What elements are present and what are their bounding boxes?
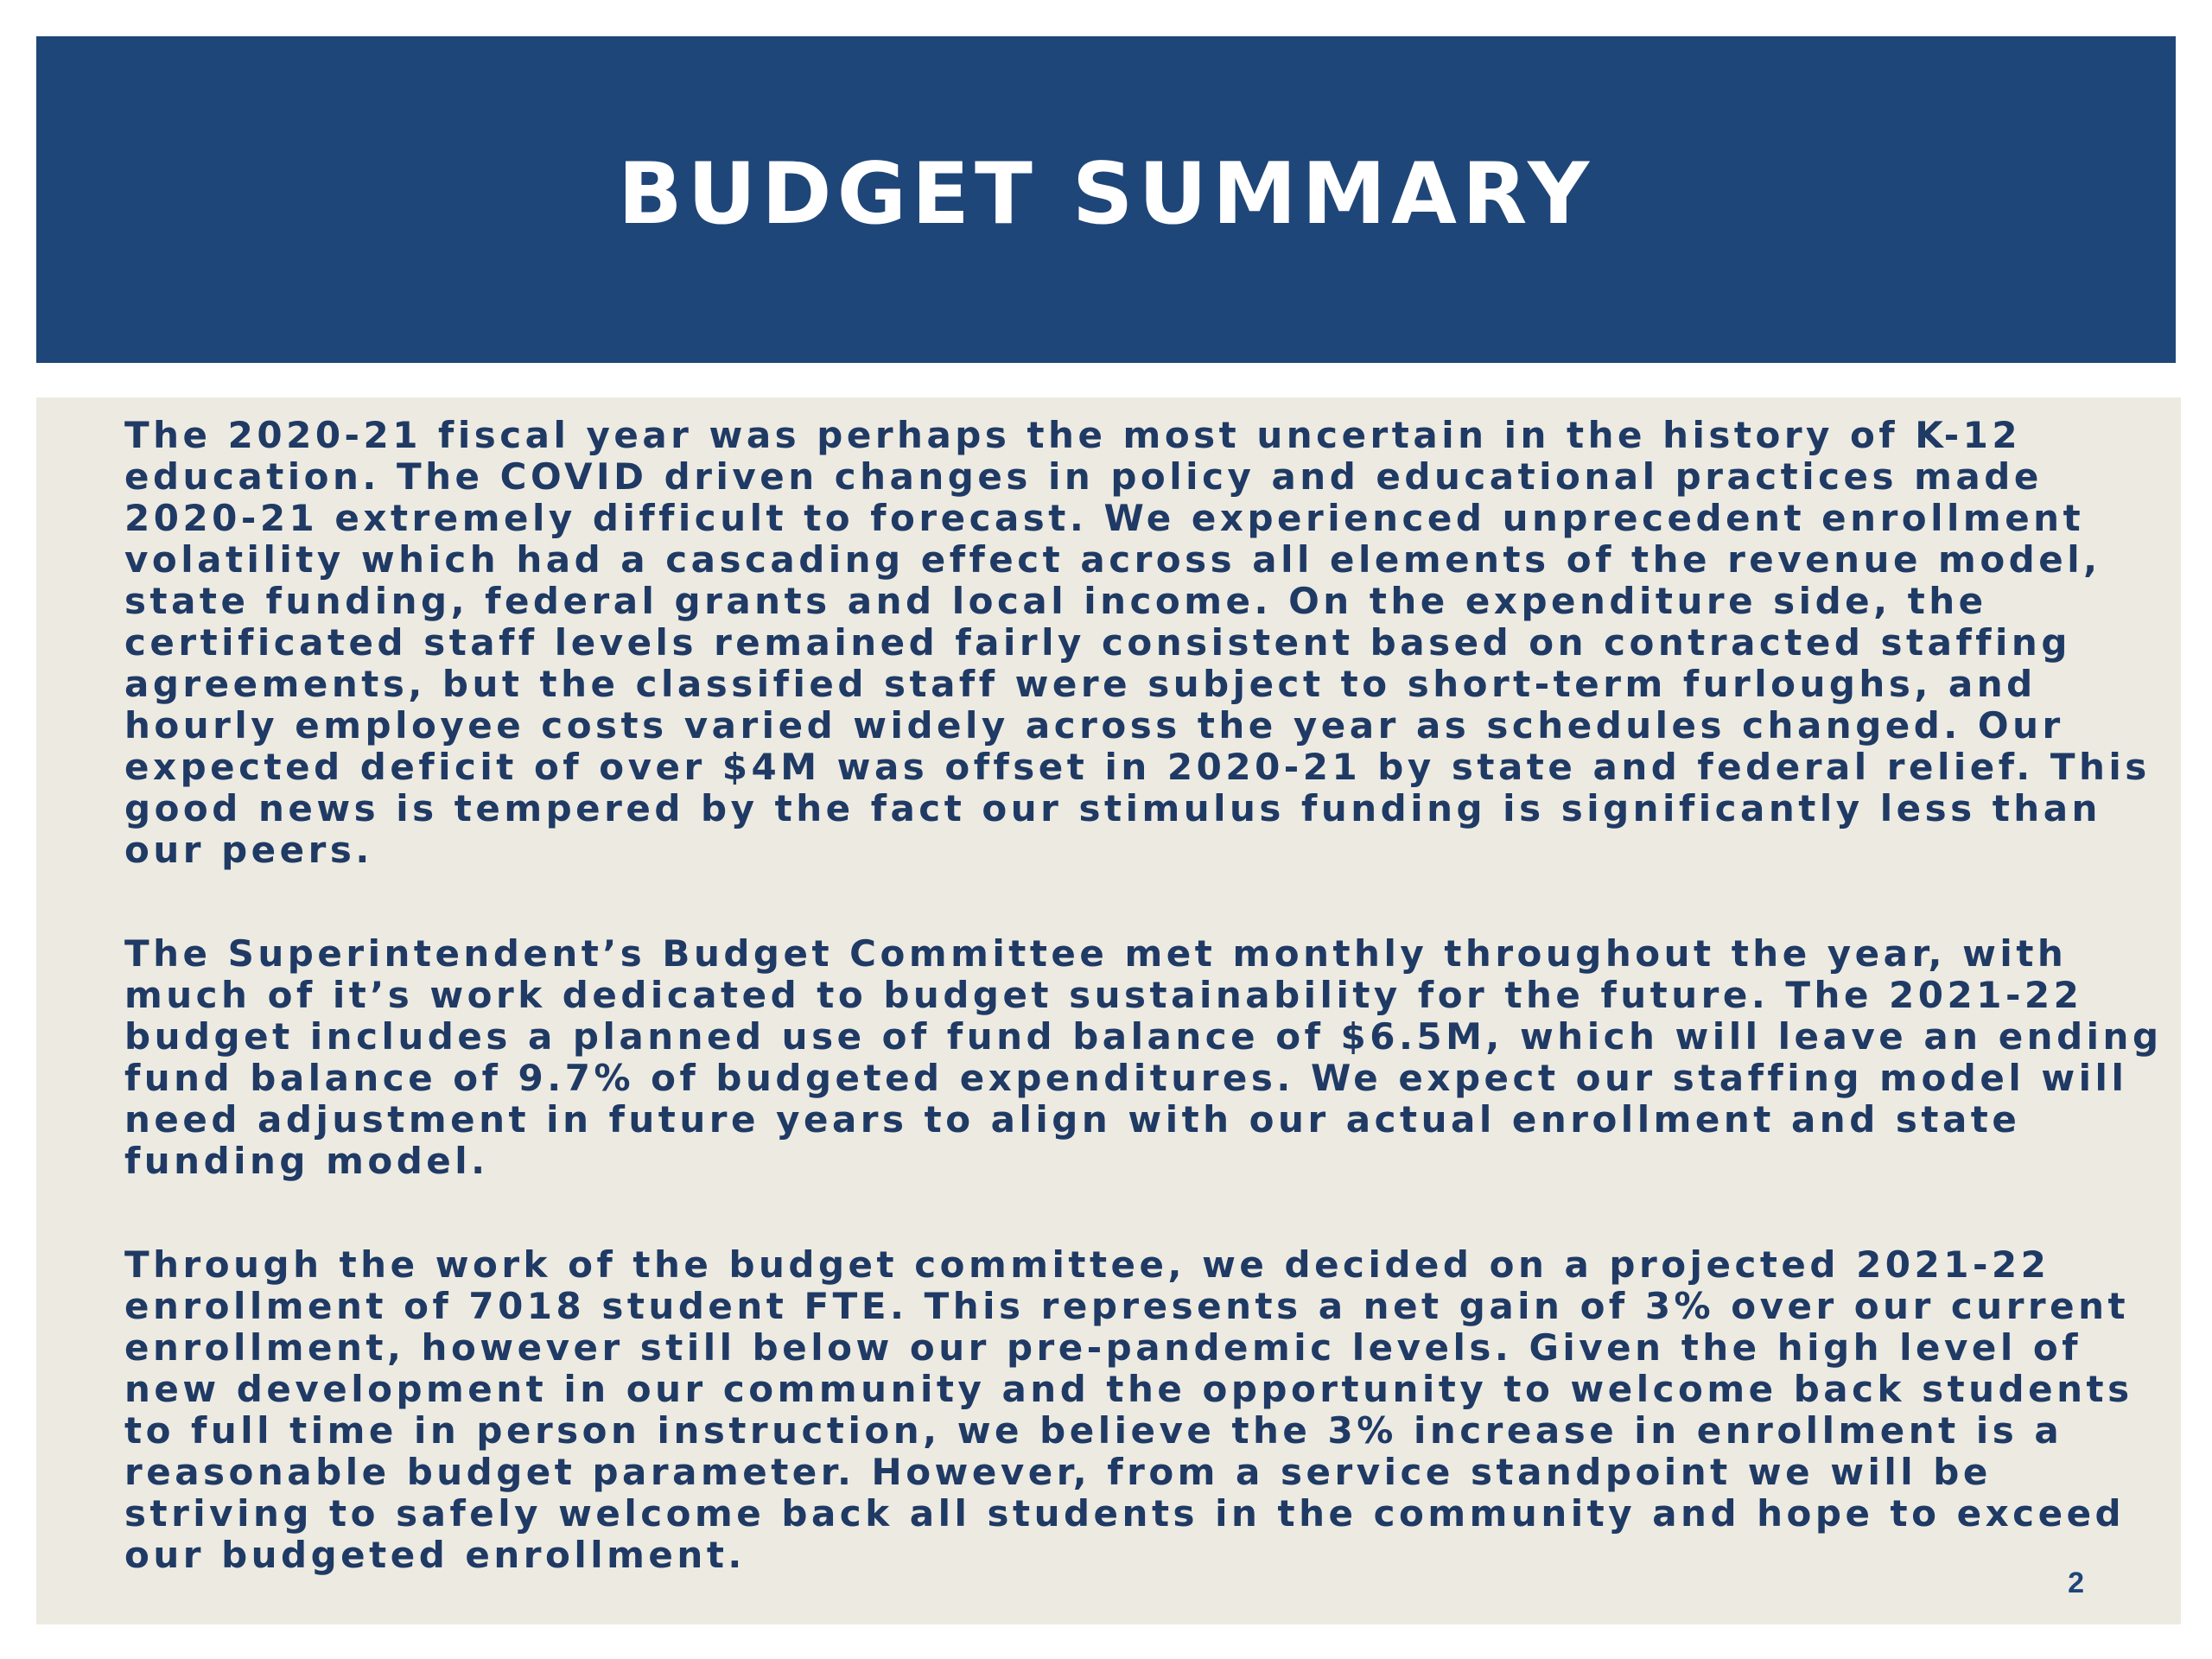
- paragraph-budget-committee: The Superintendent’s Budget Committee met monthly throughout the year, with much of it’s work dedicated to budget sustainability for the future. The 2021-22 budget includes a planned use of fund balance of $6.5M, which will leave an ending fund balance of 9.7% of budgeted expenditures. We expect our staffing model will need adjustment in future years to align with our actual enrollment and state funding model.: [124, 932, 2163, 1182]
- content-panel: [36, 397, 2181, 1624]
- paragraph-enrollment: Through the work of the budget committee, we decided on a projected 2021-22 enrollment of 7018 student FTE. This represents a net gain of 3% over our current enrollment, however still below our pre-pandemic levels. Given the high level of new development in our community and the opportunity to welcome back students to full time in person instruction, we believe the 3% increase in enrollment is a reasonable budget parameter. However, from a service standpoint we will be striving to safely welcome back all students in the community and hope to exceed our budgeted enrollment.: [124, 1243, 2133, 1576]
- page-number: 2: [2068, 1567, 2084, 1599]
- header-band: [36, 36, 2176, 363]
- body-text: [124, 415, 2164, 1638]
- paragraph-fiscal-year: The 2020-21 fiscal year was perhaps the most uncertain in the history of K-12 education. The COVID driven changes in policy and educational practices made 2020-21 extremely difficult to forecast. We experienced unprecedent enrollment volatility which had a cascading effect across all elements of the revenue model, state funding, federal grants and local income. On the expenditure side, the certificated staff levels remained fairly consistent based on contracted staffing agreements, but the classified staff were subject to short-term furloughs, and hourly employee costs varied widely across the year as schedules changed. Our expected deficit of over $4M was offset in 2020-21 by state and federal relief. This good news is tempered by the fact our stimulus funding is significantly less than our peers.: [124, 414, 2151, 871]
- slide-title: BUDGET SUMMARY: [617, 145, 1595, 244]
